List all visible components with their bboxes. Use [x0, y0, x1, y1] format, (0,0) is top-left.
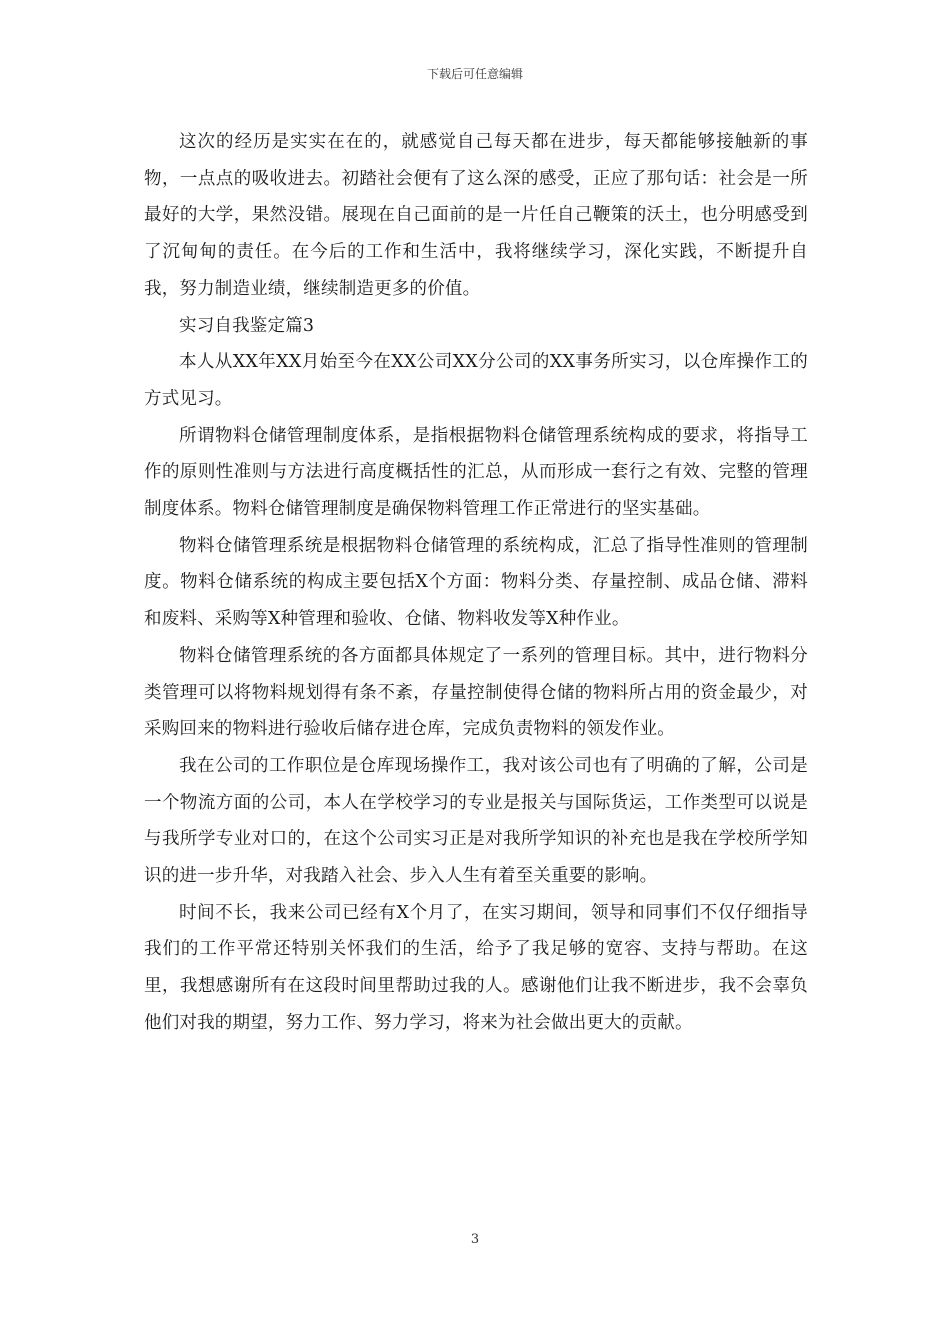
- page-header: 下载后可任意编辑: [426, 67, 523, 81]
- page-number: 3: [470, 1232, 480, 1247]
- paragraph-4: 物料仓储管理系统是根据物料仓储管理的系统构成，汇总了指导性准则的管理制度。物料仓储系统的构成主要包括X个方面：物料分类、存量控制、成品仓储、滞料和废料、采购等X种管理和验收、仓储、物料收发等X种作业。: [144, 535, 808, 630]
- section-heading: 实习自我鉴定篇3: [179, 315, 315, 336]
- paragraph-3: 所谓物料仓储管理制度体系，是指根据物料仓储管理系统构成的要求，将指导工作的原则性准则与方法进行高度概括性的汇总，从而形成一套行之有效、完整的管理制度体系。物料仓储管理制度是确保物料管理工作正常进行的坚实基础。: [144, 425, 808, 520]
- document-body: [144, 124, 808, 1042]
- paragraph-6: 我在公司的工作职位是仓库现场操作工，我对该公司也有了明确的了解，公司是一个物流方面的公司，本人在学校学习的专业是报关与国际货运，工作类型可以说是与我所学专业对口的，在这个公司实习正是对我所学知识的补充也是我在学校所学知识的进一步升华，对我踏入社会、步入人生有着至关重要的影响。: [144, 755, 808, 887]
- paragraph-5: 物料仓储管理系统的各方面都具体规定了一系列的管理目标。其中，进行物料分类管理可以将物料规划得有条不紊，存量控制使得仓储的物料所占用的资金最少，对采购回来的物料进行验收后储存进仓库，完成负责物料的领发作业。: [144, 645, 808, 740]
- paragraph-7: 时间不长，我来公司已经有X个月了，在实习期间，领导和同事们不仅仔细指导我们的工作平常还特别关怀我们的生活，给予了我足够的宽容、支持与帮助。在这里，我想感谢所有在这段时间里帮助过我的人。感谢他们让我不断进步，我不会辜负他们对我的期望，努力工作、努力学习，将来为社会做出更大的贡献。: [144, 902, 808, 1033]
- paragraph-2: 本人从XX年XX月始至今在XX公司XX分公司的XX事务所实习，以仓库操作工的方式见习。: [144, 352, 808, 409]
- paragraph-1: 这次的经历是实实在在的，就感觉自己每天都在进步，每天都能够接触新的事物，一点点的吸收进去。初踏社会便有了这么深的感受，正应了那句话：社会是一所最好的大学，果然没错。展现在自己面前的是一片任自己鞭策的沃土，也分明感受到了沉甸甸的责任。在今后的工作和生活中，我将继续学习，深化实践，不断提升自我，努力制造业绩，继续制造更多的价值。: [144, 132, 808, 299]
